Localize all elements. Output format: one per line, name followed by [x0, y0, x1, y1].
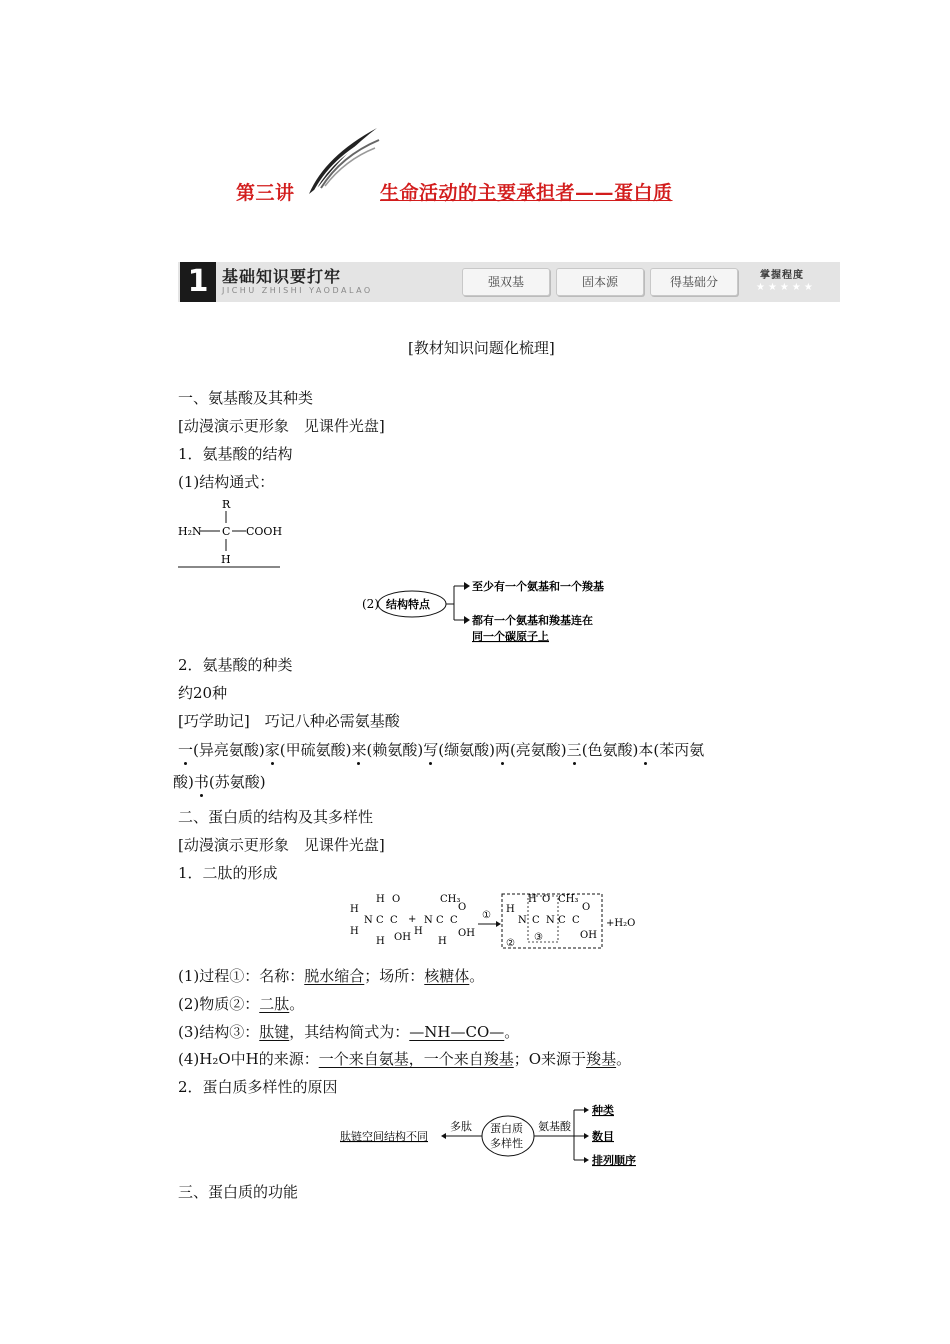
banner-number: 1: [180, 262, 216, 302]
svg-text:N: N: [546, 915, 555, 926]
diversity-arrow-left: 多肽: [450, 1120, 472, 1133]
diversity-center1: 蛋白质: [490, 1122, 523, 1135]
svg-text:C: C: [376, 915, 384, 926]
s2-item-4: (4)H₂O中H的来源：一个来自氨基，一个来自羧基；O来源于羧基。: [178, 1050, 632, 1068]
mnemonic-value: (异亮氨酸): [193, 741, 265, 759]
s2-item-3: (3)结构③：肽键，其结构简式为：—NH—CO—。: [178, 1023, 520, 1041]
svg-text:C: C: [532, 915, 540, 926]
mnemonic-value: (缬氨酸): [438, 741, 495, 759]
svg-text:H: H: [506, 904, 515, 915]
svg-text:H: H: [376, 936, 385, 947]
formula-r: R: [222, 498, 231, 511]
svg-text:N: N: [424, 915, 433, 926]
mnemonic-key: 两: [494, 741, 510, 759]
svg-text:①: ①: [482, 910, 491, 921]
formula-h: H: [221, 553, 231, 566]
svg-text:N: N: [518, 915, 527, 926]
svg-text:H: H: [376, 894, 385, 905]
formula-left: H₂N: [178, 525, 202, 538]
chapter-number: 第三讲: [236, 182, 295, 204]
svg-text:C: C: [450, 915, 458, 926]
mnemonic-key: 来: [351, 741, 367, 759]
s2-heading: 二、蛋白质的结构及其多样性: [178, 808, 374, 826]
mnemonic-line-2: [173, 771, 266, 792]
diversity-left: 肽链空间结构不同: [340, 1130, 428, 1143]
mnemonic-title: [巧学助记] 巧记八种必需氨基酸: [178, 712, 400, 730]
svg-text:H: H: [438, 936, 447, 947]
section-subtitle: [教材知识问题化梳理]: [408, 339, 555, 357]
svg-text:H: H: [350, 926, 359, 937]
grasp-label: 掌握程度: [760, 270, 804, 281]
s2-item-1: (1)过程①：名称：脱水缩合；场所：核糖体。: [178, 967, 485, 985]
svg-text:OH: OH: [580, 930, 597, 941]
tag-button-1: 强双基: [462, 268, 550, 296]
s3-heading: 三、蛋白质的功能: [178, 1183, 299, 1201]
tag-button-3: 得基础分: [650, 268, 738, 296]
svg-text:OH: OH: [394, 932, 411, 943]
s2-item-2: (2)物质②：二肽。: [178, 995, 305, 1013]
section-banner: [178, 262, 840, 302]
svg-text:H: H: [414, 926, 423, 937]
mnemonic-value: (亮氨酸): [509, 741, 567, 759]
s2-note: [动漫演示更形象 见课件光盘]: [178, 836, 385, 854]
svg-text:CH₃: CH₃: [558, 894, 579, 905]
formula-label: (1)结构通式：: [178, 473, 275, 491]
feature-num: (2): [362, 597, 379, 611]
mnemonic-key: 本: [638, 741, 654, 759]
chapter-title: 生命活动的主要承担者——蛋白质: [380, 182, 673, 204]
mnemonic-key: 一: [178, 741, 194, 759]
banner-heading: 基础知识要打牢: [222, 267, 342, 286]
mnemonic-value: (苏氨酸): [208, 773, 266, 791]
svg-text:C: C: [436, 915, 444, 926]
banner-pinyin: JICHU ZHISHI YAODALAO: [222, 286, 373, 295]
grasp-stars: ★★★★★: [756, 282, 816, 293]
feature-a: 至少有一个氨基和一个羧基: [472, 580, 604, 593]
formula-c: C: [222, 525, 231, 538]
svg-text:C: C: [572, 915, 580, 926]
mnemonic-key: 家: [264, 741, 280, 759]
svg-text:N: N: [364, 915, 373, 926]
mnemonic-value: (苯丙氨: [653, 741, 705, 759]
mnemonic-key: 书: [193, 773, 209, 791]
diversity-center2: 多样性: [490, 1137, 523, 1150]
svg-text:H: H: [528, 894, 537, 905]
feature-b1: 都有一个氨基和羧基连在: [472, 614, 593, 627]
svg-text:+: +: [408, 914, 417, 925]
formula-right: COOH: [246, 525, 283, 538]
svg-text:+H₂O: +H₂O: [606, 918, 636, 929]
s2-h1: 1．二肽的形成: [178, 864, 278, 882]
diversity-diagram: [338, 1102, 658, 1170]
feature-b2: 同一个碳原子上: [472, 630, 549, 643]
dipeptide-reaction: [346, 888, 646, 952]
feature-label: 结构特点: [386, 598, 430, 611]
diversity-branch-3: 排列顺序: [592, 1154, 636, 1167]
mnemonic-key: 三: [566, 741, 582, 759]
svg-text:C: C: [558, 915, 566, 926]
svg-text:②: ②: [506, 938, 515, 949]
diversity-arrow-right: 氨基酸: [538, 1120, 571, 1133]
s2-h2: 2．蛋白质多样性的原因: [178, 1078, 338, 1096]
s1-count: 约20种: [178, 684, 228, 702]
s1-h2: 2．氨基酸的种类: [178, 656, 293, 674]
svg-text:O: O: [392, 894, 401, 905]
s1-note: [动漫演示更形象 见课件光盘]: [178, 417, 385, 435]
mnemonic-value: 酸): [173, 773, 194, 791]
diversity-branch-1: 种类: [592, 1104, 614, 1117]
mnemonic-line-1: [178, 739, 704, 760]
amino-acid-formula: [176, 495, 286, 571]
svg-text:H: H: [350, 904, 359, 915]
svg-text:O: O: [458, 902, 467, 913]
mnemonic-key: 写: [423, 741, 439, 759]
svg-text:O: O: [582, 902, 591, 913]
s1-h1: 1．氨基酸的结构: [178, 445, 293, 463]
svg-text:OH: OH: [458, 928, 475, 939]
feature-diagram: [358, 576, 628, 646]
svg-text:CH₃: CH₃: [440, 894, 461, 905]
diversity-branch-2: 数目: [592, 1130, 614, 1143]
tag-button-2: 固本源: [556, 268, 644, 296]
mnemonic-value: (赖氨酸): [366, 741, 424, 759]
svg-text:③: ③: [534, 932, 543, 943]
svg-text:C: C: [390, 915, 398, 926]
svg-text:O: O: [542, 894, 551, 905]
s1-heading: 一、氨基酸及其种类: [178, 389, 314, 407]
title-feather-icon: [305, 126, 381, 200]
mnemonic-value: (甲硫氨酸): [279, 741, 352, 759]
mnemonic-value: (色氨酸): [581, 741, 639, 759]
